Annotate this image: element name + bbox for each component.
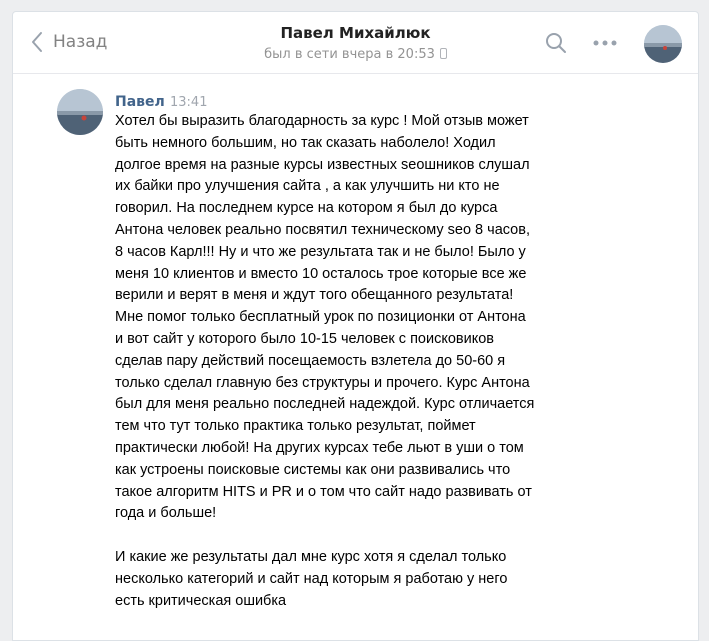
- message-line: несколько категорий и сайт над которым я работаю у него: [115, 570, 508, 587]
- back-label: Назад: [53, 32, 108, 52]
- search-icon[interactable]: [545, 32, 567, 54]
- online-status: [13, 46, 698, 64]
- message-line: был для меня реально последней надеждой. Курс отличается: [115, 396, 535, 413]
- phone-icon: [440, 48, 447, 59]
- message-line: практически любой! На других курсах тебе льют в уши о том: [115, 439, 524, 456]
- chat-window: [12, 11, 699, 641]
- message-line: быть немного большим, но так сказать наболело! Ходил: [115, 134, 496, 151]
- chat-header: [13, 12, 698, 74]
- contact-avatar[interactable]: [644, 25, 682, 63]
- sender-name[interactable]: Павел: [115, 94, 165, 110]
- message-line: года и больше!: [115, 505, 217, 522]
- message-line: такое алгоритм HITS и PR и о том что сайт надо развивать от: [115, 483, 532, 500]
- message-line: долгое время на разные курсы известных seoшников слушал: [115, 156, 530, 173]
- message-line: И какие же результаты дал мне курс хотя я сделал только: [115, 548, 507, 565]
- message-line: их байки про улучшения сайта , а как улучшить ни кто не: [115, 178, 500, 195]
- message-line: верили и верят в меня и ждут того обещанного результата!: [115, 287, 514, 304]
- message-line: [115, 525, 595, 547]
- message-line: Антона человек реально посвятил техническому seo 8 часов,: [115, 221, 530, 238]
- message-line: как устроены поисковые системы как они развивались что: [115, 461, 511, 478]
- message-line: 8 часов Карл!!! Ну и что же результата так и не было! Было у: [115, 243, 526, 260]
- message-line: есть критическая ошибка: [115, 592, 287, 609]
- message-line: меня 10 клиентов и вместо 10 осталось трое которые все же: [115, 265, 527, 282]
- message-time[interactable]: 13:41: [170, 95, 208, 110]
- message-line: говорил. На последнем курсе на котором я был до курса: [115, 200, 498, 217]
- contact-name[interactable]: Павел Михайлюк: [280, 24, 431, 42]
- more-dots-icon[interactable]: [593, 39, 617, 47]
- message-line: сделав пару действий посещаемость взлетела до 50-60 я: [115, 352, 506, 369]
- message-line: Хотел бы выразить благодарность за курс ! Мой отзыв может: [115, 113, 529, 129]
- message-line: Мне помог только бесплатный урок по позиционки от Антона: [115, 309, 526, 326]
- message-line: тем что тут только практика только результат, поймет: [115, 418, 476, 435]
- message-line: только сделал главную без структуры и прочего. Курс Антона: [115, 374, 530, 391]
- message-text: [115, 111, 595, 612]
- online-status-text: был в сети вчера в 20:53: [264, 47, 435, 62]
- sender-avatar[interactable]: [57, 89, 103, 135]
- message-line: и вот сайт у которого было 10-15 человек с поисковиков: [115, 330, 494, 347]
